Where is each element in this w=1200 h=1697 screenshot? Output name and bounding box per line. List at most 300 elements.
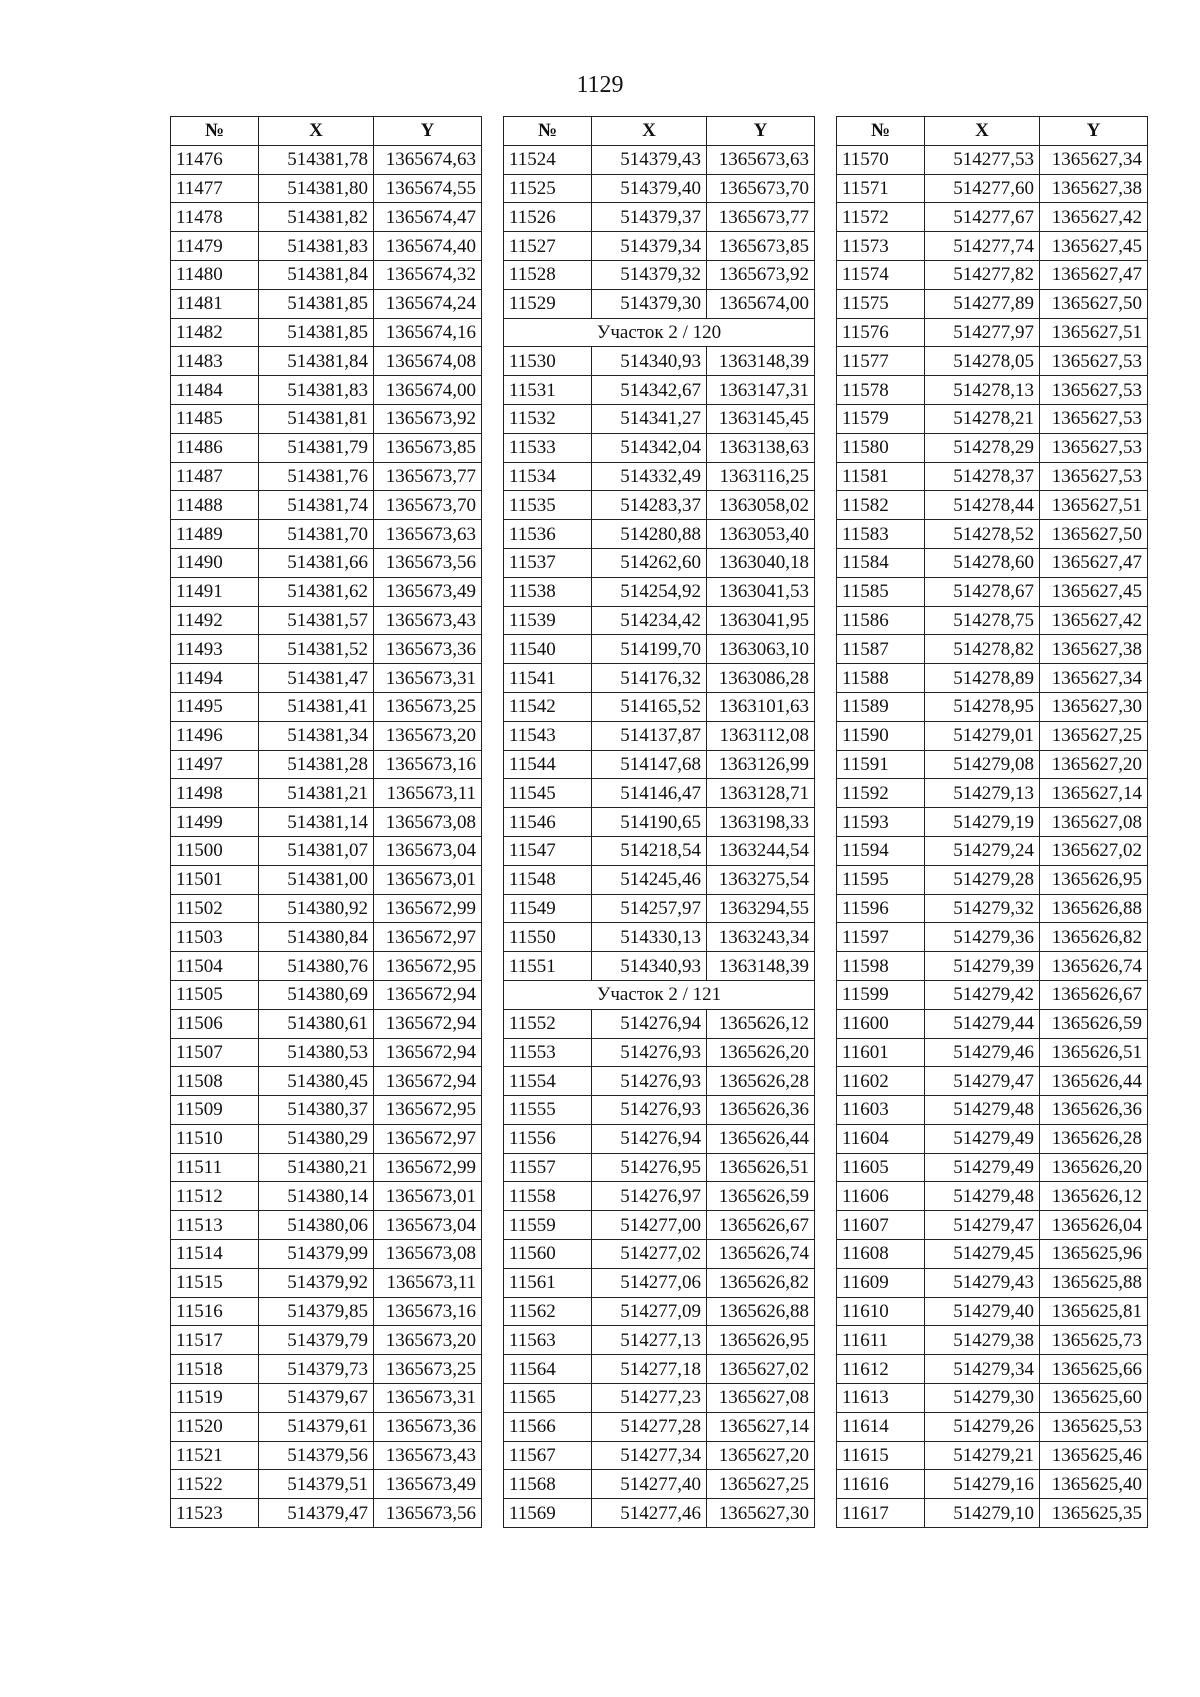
point-number: 11485: [171, 404, 259, 433]
point-number: 11599: [837, 980, 925, 1009]
y-coordinate: 1363126,99: [707, 750, 815, 779]
x-coordinate: 514279,16: [925, 1470, 1040, 1499]
table-row: [837, 347, 1148, 376]
point-number: 11547: [504, 836, 592, 865]
x-coordinate: 514279,45: [925, 1240, 1040, 1269]
y-coordinate: 1365626,51: [707, 1153, 815, 1182]
table-row: [171, 347, 482, 376]
x-coordinate: 514278,44: [925, 491, 1040, 520]
y-coordinate: 1365626,36: [707, 1096, 815, 1125]
table-row: [504, 808, 815, 837]
table-row: [504, 145, 815, 174]
x-coordinate: 514278,89: [925, 664, 1040, 693]
y-coordinate: 1365626,59: [1040, 1009, 1148, 1038]
table-row: [171, 836, 482, 865]
point-number: 11536: [504, 520, 592, 549]
point-number: 11571: [837, 174, 925, 203]
table-row: [837, 1412, 1148, 1441]
x-coordinate: 514379,99: [259, 1240, 374, 1269]
x-coordinate: 514381,78: [259, 145, 374, 174]
point-number: 11480: [171, 260, 259, 289]
x-coordinate: 514379,92: [259, 1268, 374, 1297]
header-x: X: [259, 117, 374, 146]
table-row: [171, 894, 482, 923]
table-row: [171, 1499, 482, 1528]
point-number: 11545: [504, 779, 592, 808]
table-row: [837, 376, 1148, 405]
point-number: 11612: [837, 1355, 925, 1384]
x-coordinate: 514340,93: [592, 347, 707, 376]
x-coordinate: 514278,21: [925, 404, 1040, 433]
table-row: [837, 1211, 1148, 1240]
x-coordinate: 514165,52: [592, 692, 707, 721]
table-row: [837, 1355, 1148, 1384]
table-row: [837, 1240, 1148, 1269]
table-row: [171, 232, 482, 261]
y-coordinate: 1363041,95: [707, 606, 815, 635]
y-coordinate: 1365626,67: [707, 1211, 815, 1240]
coordinates-table-1: [170, 116, 482, 1528]
table-row: [837, 548, 1148, 577]
x-coordinate: 514218,54: [592, 836, 707, 865]
y-coordinate: 1365673,63: [374, 520, 482, 549]
table-row: [837, 289, 1148, 318]
y-coordinate: 1365672,95: [374, 1096, 482, 1125]
y-coordinate: 1365674,00: [707, 289, 815, 318]
x-coordinate: 514279,36: [925, 923, 1040, 952]
y-coordinate: 1365626,59: [707, 1182, 815, 1211]
point-number: 11582: [837, 491, 925, 520]
y-coordinate: 1363275,54: [707, 865, 815, 894]
header-y: Y: [1040, 117, 1148, 146]
x-coordinate: 514381,81: [259, 404, 374, 433]
point-number: 11598: [837, 952, 925, 981]
y-coordinate: 1365626,67: [1040, 980, 1148, 1009]
y-coordinate: 1365626,88: [707, 1297, 815, 1326]
y-coordinate: 1365672,97: [374, 923, 482, 952]
x-coordinate: 514379,30: [592, 289, 707, 318]
y-coordinate: 1365673,43: [374, 606, 482, 635]
point-number: 11539: [504, 606, 592, 635]
point-number: 11507: [171, 1038, 259, 1067]
x-coordinate: 514199,70: [592, 635, 707, 664]
point-number: 11574: [837, 260, 925, 289]
point-number: 11560: [504, 1240, 592, 1269]
point-number: 11534: [504, 462, 592, 491]
y-coordinate: 1365627,34: [1040, 145, 1148, 174]
point-number: 11606: [837, 1182, 925, 1211]
point-number: 11510: [171, 1124, 259, 1153]
y-coordinate: 1363148,39: [707, 347, 815, 376]
table-row: [837, 1499, 1148, 1528]
x-coordinate: 514262,60: [592, 548, 707, 577]
table-header-row: [837, 117, 1148, 146]
y-coordinate: 1365627,45: [1040, 577, 1148, 606]
y-coordinate: 1365627,38: [1040, 635, 1148, 664]
point-number: 11585: [837, 577, 925, 606]
y-coordinate: 1365673,36: [374, 635, 482, 664]
table-row: [837, 433, 1148, 462]
x-coordinate: 514381,41: [259, 692, 374, 721]
table-row: [504, 836, 815, 865]
point-number: 11529: [504, 289, 592, 318]
table-row: [171, 1268, 482, 1297]
point-number: 11528: [504, 260, 592, 289]
table-row: [837, 318, 1148, 347]
table-row: [837, 203, 1148, 232]
x-coordinate: 514381,83: [259, 376, 374, 405]
y-coordinate: 1365626,28: [1040, 1124, 1148, 1153]
y-coordinate: 1365627,20: [1040, 750, 1148, 779]
point-number: 11573: [837, 232, 925, 261]
point-number: 11530: [504, 347, 592, 376]
point-number: 11495: [171, 692, 259, 721]
x-coordinate: 514279,44: [925, 1009, 1040, 1038]
x-coordinate: 514277,40: [592, 1470, 707, 1499]
x-coordinate: 514380,61: [259, 1009, 374, 1038]
table-row: [504, 347, 815, 376]
table-row: [171, 1355, 482, 1384]
x-coordinate: 514379,32: [592, 260, 707, 289]
y-coordinate: 1365625,35: [1040, 1499, 1148, 1528]
table-row: [837, 404, 1148, 433]
point-number: 11503: [171, 923, 259, 952]
coordinates-table-3: [836, 116, 1148, 1528]
x-coordinate: 514279,42: [925, 980, 1040, 1009]
y-coordinate: 1365673,56: [374, 548, 482, 577]
table-row: [837, 1297, 1148, 1326]
table-row: [837, 145, 1148, 174]
table-row: [504, 923, 815, 952]
y-coordinate: 1365673,16: [374, 1297, 482, 1326]
y-coordinate: 1365673,43: [374, 1441, 482, 1470]
y-coordinate: 1365627,08: [1040, 808, 1148, 837]
x-coordinate: 514381,84: [259, 260, 374, 289]
point-number: 11556: [504, 1124, 592, 1153]
x-coordinate: 514381,28: [259, 750, 374, 779]
table-row: [171, 548, 482, 577]
y-coordinate: 1365626,51: [1040, 1038, 1148, 1067]
x-coordinate: 514277,02: [592, 1240, 707, 1269]
x-coordinate: 514279,40: [925, 1297, 1040, 1326]
point-number: 11533: [504, 433, 592, 462]
table-row: [171, 1153, 482, 1182]
point-number: 11549: [504, 894, 592, 923]
x-coordinate: 514279,34: [925, 1355, 1040, 1384]
table-row: [171, 145, 482, 174]
table-row: [171, 1412, 482, 1441]
point-number: 11522: [171, 1470, 259, 1499]
x-coordinate: 514277,67: [925, 203, 1040, 232]
y-coordinate: 1365673,25: [374, 692, 482, 721]
x-coordinate: 514381,47: [259, 664, 374, 693]
point-number: 11605: [837, 1153, 925, 1182]
table-row: [171, 577, 482, 606]
table-row: [171, 1470, 482, 1499]
point-number: 11484: [171, 376, 259, 405]
table-row: [504, 721, 815, 750]
x-coordinate: 514381,85: [259, 289, 374, 318]
x-coordinate: 514381,00: [259, 865, 374, 894]
table-row: [504, 952, 815, 981]
y-coordinate: 1365627,53: [1040, 433, 1148, 462]
y-coordinate: 1365626,12: [1040, 1182, 1148, 1211]
point-number: 11479: [171, 232, 259, 261]
point-number: 11478: [171, 203, 259, 232]
x-coordinate: 514379,47: [259, 1499, 374, 1528]
x-coordinate: 514279,13: [925, 779, 1040, 808]
y-coordinate: 1365625,46: [1040, 1441, 1148, 1470]
y-coordinate: 1365627,53: [1040, 404, 1148, 433]
table-row: [837, 865, 1148, 894]
point-number: 11558: [504, 1182, 592, 1211]
table-row: [837, 232, 1148, 261]
y-coordinate: 1365626,44: [707, 1124, 815, 1153]
point-number: 11616: [837, 1470, 925, 1499]
y-coordinate: 1365673,31: [374, 664, 482, 693]
x-coordinate: 514341,27: [592, 404, 707, 433]
y-coordinate: 1365674,32: [374, 260, 482, 289]
point-number: 11561: [504, 1268, 592, 1297]
table-row: [504, 1326, 815, 1355]
table-row: [504, 1182, 815, 1211]
point-number: 11520: [171, 1412, 259, 1441]
x-coordinate: 514278,37: [925, 462, 1040, 491]
x-coordinate: 514277,53: [925, 145, 1040, 174]
section-row: [504, 980, 815, 1009]
y-coordinate: 1365625,60: [1040, 1384, 1148, 1413]
x-coordinate: 514279,01: [925, 721, 1040, 750]
header-y: Y: [374, 117, 482, 146]
y-coordinate: 1365627,42: [1040, 203, 1148, 232]
point-number: 11567: [504, 1441, 592, 1470]
point-number: 11491: [171, 577, 259, 606]
point-number: 11514: [171, 1240, 259, 1269]
x-coordinate: 514283,37: [592, 491, 707, 520]
page-number: 1129: [576, 72, 624, 98]
y-coordinate: 1365626,82: [707, 1268, 815, 1297]
x-coordinate: 514381,84: [259, 347, 374, 376]
section-row: [504, 318, 815, 347]
y-coordinate: 1365626,74: [1040, 952, 1148, 981]
table-row: [504, 1412, 815, 1441]
y-coordinate: 1365673,16: [374, 750, 482, 779]
y-coordinate: 1365674,63: [374, 145, 482, 174]
table-row: [171, 1384, 482, 1413]
point-number: 11562: [504, 1297, 592, 1326]
x-coordinate: 514342,67: [592, 376, 707, 405]
y-coordinate: 1365674,08: [374, 347, 482, 376]
y-coordinate: 1363294,55: [707, 894, 815, 923]
y-coordinate: 1365627,30: [707, 1499, 815, 1528]
table-row: [171, 318, 482, 347]
table-row: [171, 865, 482, 894]
y-coordinate: 1365627,14: [707, 1412, 815, 1441]
table-row: [837, 894, 1148, 923]
point-number: 11554: [504, 1067, 592, 1096]
table-row: [837, 1441, 1148, 1470]
point-number: 11587: [837, 635, 925, 664]
y-coordinate: 1365627,50: [1040, 520, 1148, 549]
point-number: 11501: [171, 865, 259, 894]
x-coordinate: 514280,88: [592, 520, 707, 549]
table-row: [504, 606, 815, 635]
x-coordinate: 514379,34: [592, 232, 707, 261]
point-number: 11486: [171, 433, 259, 462]
point-number: 11532: [504, 404, 592, 433]
table-row: [837, 952, 1148, 981]
table-row: [837, 1384, 1148, 1413]
table-row: [504, 232, 815, 261]
x-coordinate: 514380,69: [259, 980, 374, 1009]
x-coordinate: 514276,97: [592, 1182, 707, 1211]
point-number: 11548: [504, 865, 592, 894]
x-coordinate: 514257,97: [592, 894, 707, 923]
y-coordinate: 1365673,04: [374, 836, 482, 865]
x-coordinate: 514381,76: [259, 462, 374, 491]
table-row: [504, 779, 815, 808]
point-number: 11553: [504, 1038, 592, 1067]
y-coordinate: 1365672,99: [374, 894, 482, 923]
point-number: 11566: [504, 1412, 592, 1441]
point-number: 11581: [837, 462, 925, 491]
x-coordinate: 514278,82: [925, 635, 1040, 664]
table-row: [504, 750, 815, 779]
y-coordinate: 1365672,97: [374, 1124, 482, 1153]
y-coordinate: 1365626,82: [1040, 923, 1148, 952]
x-coordinate: 514379,79: [259, 1326, 374, 1355]
table-header-row: [504, 117, 815, 146]
point-number: 11617: [837, 1499, 925, 1528]
point-number: 11591: [837, 750, 925, 779]
y-coordinate: 1365673,70: [374, 491, 482, 520]
x-coordinate: 514276,93: [592, 1038, 707, 1067]
y-coordinate: 1365627,30: [1040, 692, 1148, 721]
x-coordinate: 514380,53: [259, 1038, 374, 1067]
y-coordinate: 1365625,73: [1040, 1326, 1148, 1355]
table-row: [837, 692, 1148, 721]
table-row: [504, 1355, 815, 1384]
y-coordinate: 1365625,88: [1040, 1268, 1148, 1297]
point-number: 11513: [171, 1211, 259, 1240]
point-number: 11593: [837, 808, 925, 837]
x-coordinate: 514234,42: [592, 606, 707, 635]
y-coordinate: 1365627,45: [1040, 232, 1148, 261]
y-coordinate: 1365673,70: [707, 174, 815, 203]
x-coordinate: 514277,00: [592, 1211, 707, 1240]
point-number: 11580: [837, 433, 925, 462]
y-coordinate: 1365672,94: [374, 1038, 482, 1067]
table-row: [837, 1096, 1148, 1125]
table-row: [837, 1470, 1148, 1499]
y-coordinate: 1365673,92: [374, 404, 482, 433]
y-coordinate: 1365626,95: [1040, 865, 1148, 894]
y-coordinate: 1365627,53: [1040, 462, 1148, 491]
x-coordinate: 514277,89: [925, 289, 1040, 318]
table-row: [504, 1009, 815, 1038]
coordinates-table-2: [503, 116, 815, 1528]
y-coordinate: 1365626,20: [707, 1038, 815, 1067]
point-number: 11509: [171, 1096, 259, 1125]
x-coordinate: 514380,14: [259, 1182, 374, 1211]
point-number: 11614: [837, 1412, 925, 1441]
table-row: [171, 1067, 482, 1096]
x-coordinate: 514279,10: [925, 1499, 1040, 1528]
point-number: 11550: [504, 923, 592, 952]
x-coordinate: 514379,43: [592, 145, 707, 174]
point-number: 11559: [504, 1211, 592, 1240]
point-number: 11511: [171, 1153, 259, 1182]
table-row: [171, 779, 482, 808]
x-coordinate: 514146,47: [592, 779, 707, 808]
x-coordinate: 514279,43: [925, 1268, 1040, 1297]
y-coordinate: 1365673,08: [374, 1240, 482, 1269]
y-coordinate: 1363101,63: [707, 692, 815, 721]
x-coordinate: 514278,29: [925, 433, 1040, 462]
y-coordinate: 1365674,47: [374, 203, 482, 232]
point-number: 11565: [504, 1384, 592, 1413]
table-row: [504, 664, 815, 693]
x-coordinate: 514279,39: [925, 952, 1040, 981]
point-number: 11517: [171, 1326, 259, 1355]
table-row: [837, 808, 1148, 837]
y-coordinate: 1365626,28: [707, 1067, 815, 1096]
x-coordinate: 514380,92: [259, 894, 374, 923]
y-coordinate: 1365673,20: [374, 721, 482, 750]
x-coordinate: 514381,34: [259, 721, 374, 750]
x-coordinate: 514380,21: [259, 1153, 374, 1182]
table-row: [504, 1441, 815, 1470]
point-number: 11541: [504, 664, 592, 693]
x-coordinate: 514279,32: [925, 894, 1040, 923]
x-coordinate: 514279,08: [925, 750, 1040, 779]
point-number: 11493: [171, 635, 259, 664]
y-coordinate: 1365627,47: [1040, 548, 1148, 577]
x-coordinate: 514276,94: [592, 1124, 707, 1153]
x-coordinate: 514379,85: [259, 1297, 374, 1326]
x-coordinate: 514279,46: [925, 1038, 1040, 1067]
table-row: [171, 376, 482, 405]
table-row: [171, 606, 482, 635]
point-number: 11583: [837, 520, 925, 549]
x-coordinate: 514245,46: [592, 865, 707, 894]
table-header-row: [171, 117, 482, 146]
x-coordinate: 514380,76: [259, 952, 374, 981]
point-number: 11481: [171, 289, 259, 318]
y-coordinate: 1365627,08: [707, 1384, 815, 1413]
point-number: 11504: [171, 952, 259, 981]
y-coordinate: 1365626,12: [707, 1009, 815, 1038]
table-row: [171, 289, 482, 318]
table-row: [504, 1384, 815, 1413]
x-coordinate: 514279,24: [925, 836, 1040, 865]
table-row: [837, 836, 1148, 865]
header-y: Y: [707, 117, 815, 146]
header-x: X: [592, 117, 707, 146]
point-number: 11555: [504, 1096, 592, 1125]
table-row: [837, 923, 1148, 952]
point-number: 11544: [504, 750, 592, 779]
x-coordinate: 514279,21: [925, 1441, 1040, 1470]
x-coordinate: 514380,06: [259, 1211, 374, 1240]
x-coordinate: 514277,13: [592, 1326, 707, 1355]
y-coordinate: 1365672,99: [374, 1153, 482, 1182]
point-number: 11576: [837, 318, 925, 347]
y-coordinate: 1365627,50: [1040, 289, 1148, 318]
table-row: [504, 491, 815, 520]
table-row: [504, 894, 815, 923]
x-coordinate: 514276,95: [592, 1153, 707, 1182]
